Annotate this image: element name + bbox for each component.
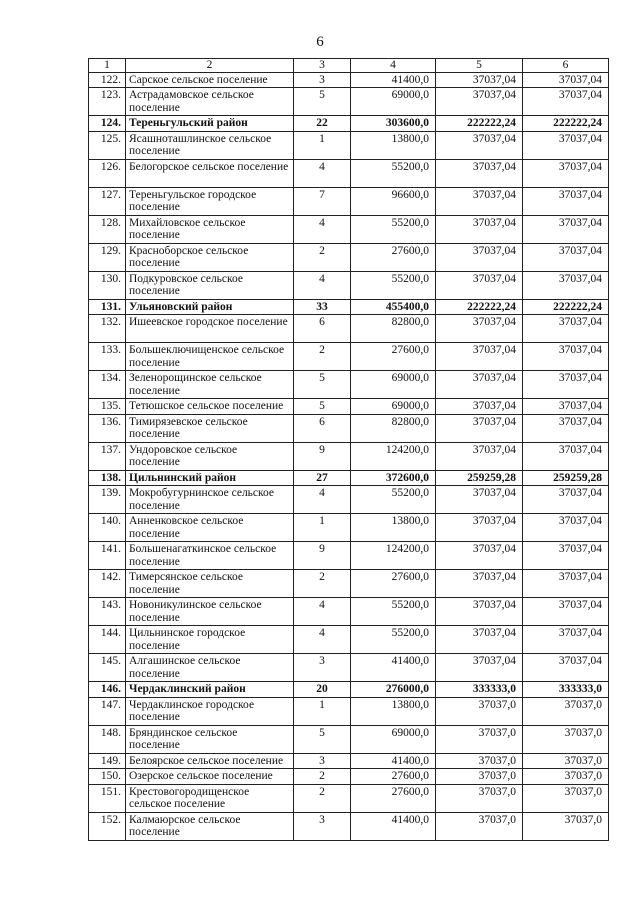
count-cell: 9 bbox=[294, 542, 351, 570]
amount-cell: 69000,0 bbox=[351, 88, 436, 116]
table-row bbox=[89, 697, 609, 725]
row-number: 126. bbox=[89, 159, 126, 187]
value-cell: 37037,0 bbox=[436, 697, 523, 725]
settlement-name: Озерское сельское поселение bbox=[126, 769, 294, 785]
row-number: 146. bbox=[89, 682, 126, 698]
value-cell: 37037,04 bbox=[436, 371, 523, 399]
value-cell: 37037,04 bbox=[436, 343, 523, 371]
settlement-name: Крестовогородищенское сельское поселение bbox=[126, 784, 294, 812]
amount-cell: 82800,0 bbox=[351, 414, 436, 442]
settlement-name: Тетюшское сельское поселение bbox=[126, 399, 294, 415]
value-cell: 259259,28 bbox=[436, 470, 523, 486]
amount-cell: 69000,0 bbox=[351, 399, 436, 415]
settlement-name: Ясашноташлинское сельское поселение bbox=[126, 131, 294, 159]
amount-cell: 41400,0 bbox=[351, 654, 436, 682]
value-cell: 37037,04 bbox=[436, 598, 523, 626]
table-row bbox=[89, 812, 609, 840]
settlement-name: Ишеевское городское поселение bbox=[126, 315, 294, 343]
settlement-name: Чердаклинское городское поселение bbox=[126, 697, 294, 725]
count-cell: 33 bbox=[294, 299, 351, 315]
row-number: 139. bbox=[89, 486, 126, 514]
district-row bbox=[89, 682, 609, 698]
header-col-6: 6 bbox=[523, 59, 609, 73]
row-number: 152. bbox=[89, 812, 126, 840]
settlement-name: Алгашинское сельское поселение bbox=[126, 654, 294, 682]
settlement-name: Тимерсянское сельское поселение bbox=[126, 570, 294, 598]
amount-cell: 303600,0 bbox=[351, 116, 436, 132]
value-cell: 37037,04 bbox=[436, 271, 523, 299]
value-cell: 37037,04 bbox=[436, 72, 523, 88]
row-number: 143. bbox=[89, 598, 126, 626]
table-row bbox=[89, 88, 609, 116]
value-cell: 37037,04 bbox=[436, 486, 523, 514]
value-cell: 37037,0 bbox=[523, 697, 609, 725]
header-col-2: 2 bbox=[126, 59, 294, 73]
header-col-4: 4 bbox=[351, 59, 436, 73]
value-cell: 37037,04 bbox=[523, 131, 609, 159]
value-cell: 37037,0 bbox=[523, 769, 609, 785]
value-cell: 37037,04 bbox=[523, 159, 609, 187]
row-number: 131. bbox=[89, 299, 126, 315]
value-cell: 333333,0 bbox=[523, 682, 609, 698]
settlement-name: Тимирязевское сельское поселение bbox=[126, 414, 294, 442]
table-row bbox=[89, 486, 609, 514]
amount-cell: 82800,0 bbox=[351, 315, 436, 343]
table-row bbox=[89, 570, 609, 598]
table-row bbox=[89, 343, 609, 371]
table-row bbox=[89, 542, 609, 570]
count-cell: 2 bbox=[294, 343, 351, 371]
value-cell: 37037,0 bbox=[523, 812, 609, 840]
table-row bbox=[89, 654, 609, 682]
value-cell: 222222,24 bbox=[523, 299, 609, 315]
table-row bbox=[89, 725, 609, 753]
value-cell: 259259,28 bbox=[523, 470, 609, 486]
amount-cell: 13800,0 bbox=[351, 697, 436, 725]
amount-cell: 27600,0 bbox=[351, 570, 436, 598]
value-cell: 37037,04 bbox=[436, 187, 523, 215]
value-cell: 37037,0 bbox=[436, 769, 523, 785]
amount-cell: 55200,0 bbox=[351, 626, 436, 654]
amount-cell: 13800,0 bbox=[351, 131, 436, 159]
row-number: 150. bbox=[89, 769, 126, 785]
settlement-name: Тереньгульский район bbox=[126, 116, 294, 132]
value-cell: 37037,04 bbox=[523, 315, 609, 343]
row-number: 128. bbox=[89, 215, 126, 243]
amount-cell: 27600,0 bbox=[351, 784, 436, 812]
count-cell: 2 bbox=[294, 784, 351, 812]
settlement-name: Подкуровское сельское поселение bbox=[126, 271, 294, 299]
count-cell: 5 bbox=[294, 371, 351, 399]
count-cell: 1 bbox=[294, 514, 351, 542]
settlement-name: Чердаклинский район bbox=[126, 682, 294, 698]
value-cell: 37037,04 bbox=[523, 626, 609, 654]
table-row bbox=[89, 159, 609, 187]
table-row bbox=[89, 243, 609, 271]
value-cell: 333333,0 bbox=[436, 682, 523, 698]
district-row bbox=[89, 470, 609, 486]
row-number: 141. bbox=[89, 542, 126, 570]
value-cell: 222222,24 bbox=[436, 116, 523, 132]
table-row bbox=[89, 187, 609, 215]
table-row bbox=[89, 753, 609, 769]
table-body bbox=[89, 72, 609, 840]
row-number: 151. bbox=[89, 784, 126, 812]
settlement-name: Анненковское сельское поселение bbox=[126, 514, 294, 542]
table-row bbox=[89, 315, 609, 343]
settlement-name: Цильнинское городское поселение bbox=[126, 626, 294, 654]
row-number: 125. bbox=[89, 131, 126, 159]
value-cell: 37037,04 bbox=[523, 598, 609, 626]
count-cell: 3 bbox=[294, 654, 351, 682]
count-cell: 20 bbox=[294, 682, 351, 698]
value-cell: 37037,04 bbox=[436, 399, 523, 415]
count-cell: 4 bbox=[294, 598, 351, 626]
value-cell: 37037,04 bbox=[436, 159, 523, 187]
count-cell: 9 bbox=[294, 442, 351, 470]
count-cell: 22 bbox=[294, 116, 351, 132]
value-cell: 37037,04 bbox=[523, 542, 609, 570]
amount-cell: 372600,0 bbox=[351, 470, 436, 486]
count-cell: 4 bbox=[294, 271, 351, 299]
count-cell: 2 bbox=[294, 570, 351, 598]
value-cell: 37037,04 bbox=[436, 315, 523, 343]
allocation-table bbox=[88, 58, 609, 841]
value-cell: 37037,04 bbox=[523, 215, 609, 243]
row-number: 122. bbox=[89, 72, 126, 88]
count-cell: 7 bbox=[294, 187, 351, 215]
value-cell: 37037,04 bbox=[436, 243, 523, 271]
table-row bbox=[89, 769, 609, 785]
row-number: 130. bbox=[89, 271, 126, 299]
header-col-5: 5 bbox=[436, 59, 523, 73]
value-cell: 37037,04 bbox=[523, 399, 609, 415]
value-cell: 37037,0 bbox=[436, 784, 523, 812]
row-number: 124. bbox=[89, 116, 126, 132]
amount-cell: 27600,0 bbox=[351, 243, 436, 271]
value-cell: 37037,04 bbox=[436, 626, 523, 654]
table-row bbox=[89, 72, 609, 88]
count-cell: 4 bbox=[294, 159, 351, 187]
value-cell: 37037,0 bbox=[523, 753, 609, 769]
value-cell: 37037,0 bbox=[523, 784, 609, 812]
value-cell: 37037,04 bbox=[436, 570, 523, 598]
value-cell: 37037,04 bbox=[436, 88, 523, 116]
amount-cell: 124200,0 bbox=[351, 542, 436, 570]
settlement-name: Калмаюрское сельское поселение bbox=[126, 812, 294, 840]
value-cell: 37037,04 bbox=[523, 371, 609, 399]
table-row bbox=[89, 414, 609, 442]
settlement-name: Белоярское сельское поселение bbox=[126, 753, 294, 769]
table-row bbox=[89, 442, 609, 470]
amount-cell: 124200,0 bbox=[351, 442, 436, 470]
value-cell: 37037,04 bbox=[523, 514, 609, 542]
table-row bbox=[89, 784, 609, 812]
settlement-name: Ульяновский район bbox=[126, 299, 294, 315]
amount-cell: 55200,0 bbox=[351, 215, 436, 243]
count-cell: 3 bbox=[294, 72, 351, 88]
table-row bbox=[89, 271, 609, 299]
value-cell: 37037,04 bbox=[436, 215, 523, 243]
settlement-name: Мокробугурнинское сельское поселение bbox=[126, 486, 294, 514]
settlement-name: Бряндинское сельское поселение bbox=[126, 725, 294, 753]
amount-cell: 55200,0 bbox=[351, 159, 436, 187]
settlement-name: Большеключищенское сельское поселение bbox=[126, 343, 294, 371]
count-cell: 5 bbox=[294, 725, 351, 753]
row-number: 140. bbox=[89, 514, 126, 542]
row-number: 148. bbox=[89, 725, 126, 753]
table-row bbox=[89, 399, 609, 415]
count-cell: 1 bbox=[294, 131, 351, 159]
table-row bbox=[89, 598, 609, 626]
row-number: 127. bbox=[89, 187, 126, 215]
row-number: 144. bbox=[89, 626, 126, 654]
table-row bbox=[89, 215, 609, 243]
table-row bbox=[89, 131, 609, 159]
row-number: 136. bbox=[89, 414, 126, 442]
header-col-1: 1 bbox=[89, 59, 126, 73]
amount-cell: 41400,0 bbox=[351, 72, 436, 88]
row-number: 149. bbox=[89, 753, 126, 769]
settlement-name: Михайловское сельское поселение bbox=[126, 215, 294, 243]
count-cell: 5 bbox=[294, 399, 351, 415]
row-number: 123. bbox=[89, 88, 126, 116]
district-row bbox=[89, 116, 609, 132]
value-cell: 222222,24 bbox=[436, 299, 523, 315]
row-number: 129. bbox=[89, 243, 126, 271]
settlement-name: Тереньгульское городское поселение bbox=[126, 187, 294, 215]
amount-cell: 55200,0 bbox=[351, 486, 436, 514]
amount-cell: 96600,0 bbox=[351, 187, 436, 215]
value-cell: 37037,04 bbox=[523, 271, 609, 299]
count-cell: 1 bbox=[294, 697, 351, 725]
value-cell: 37037,04 bbox=[523, 486, 609, 514]
value-cell: 37037,04 bbox=[523, 187, 609, 215]
count-cell: 5 bbox=[294, 88, 351, 116]
value-cell: 37037,04 bbox=[436, 514, 523, 542]
amount-cell: 55200,0 bbox=[351, 598, 436, 626]
settlement-name: Астрадамовское сельское поселение bbox=[126, 88, 294, 116]
row-number: 137. bbox=[89, 442, 126, 470]
value-cell: 37037,04 bbox=[523, 72, 609, 88]
amount-cell: 455400,0 bbox=[351, 299, 436, 315]
count-cell: 4 bbox=[294, 486, 351, 514]
amount-cell: 41400,0 bbox=[351, 753, 436, 769]
amount-cell: 27600,0 bbox=[351, 343, 436, 371]
count-cell: 6 bbox=[294, 315, 351, 343]
value-cell: 37037,04 bbox=[523, 654, 609, 682]
value-cell: 37037,04 bbox=[523, 570, 609, 598]
amount-cell: 41400,0 bbox=[351, 812, 436, 840]
row-number: 134. bbox=[89, 371, 126, 399]
settlement-name: Большенагаткинское сельское поселение bbox=[126, 542, 294, 570]
amount-cell: 27600,0 bbox=[351, 769, 436, 785]
count-cell: 4 bbox=[294, 215, 351, 243]
value-cell: 37037,04 bbox=[523, 88, 609, 116]
row-number: 142. bbox=[89, 570, 126, 598]
count-cell: 4 bbox=[294, 626, 351, 654]
column-number-header bbox=[89, 59, 609, 73]
row-number: 132. bbox=[89, 315, 126, 343]
row-number: 145. bbox=[89, 654, 126, 682]
value-cell: 37037,04 bbox=[436, 414, 523, 442]
value-cell: 222222,24 bbox=[523, 116, 609, 132]
value-cell: 37037,0 bbox=[436, 753, 523, 769]
value-cell: 37037,0 bbox=[436, 812, 523, 840]
row-number: 147. bbox=[89, 697, 126, 725]
value-cell: 37037,04 bbox=[523, 414, 609, 442]
table-row bbox=[89, 626, 609, 654]
settlement-name: Зеленорощинское сельское поселение bbox=[126, 371, 294, 399]
settlement-name: Белогорское сельское поселение bbox=[126, 159, 294, 187]
row-number: 138. bbox=[89, 470, 126, 486]
amount-cell: 55200,0 bbox=[351, 271, 436, 299]
settlement-name: Сарское сельское поселение bbox=[126, 72, 294, 88]
value-cell: 37037,04 bbox=[523, 243, 609, 271]
amount-cell: 69000,0 bbox=[351, 725, 436, 753]
value-cell: 37037,0 bbox=[523, 725, 609, 753]
settlement-name: Новоникулинское сельское поселение bbox=[126, 598, 294, 626]
row-number: 133. bbox=[89, 343, 126, 371]
value-cell: 37037,04 bbox=[436, 442, 523, 470]
value-cell: 37037,04 bbox=[436, 654, 523, 682]
settlement-name: Ундоровское сельское поселение bbox=[126, 442, 294, 470]
settlement-name: Цильнинский район bbox=[126, 470, 294, 486]
value-cell: 37037,04 bbox=[436, 542, 523, 570]
row-number: 135. bbox=[89, 399, 126, 415]
amount-cell: 276000,0 bbox=[351, 682, 436, 698]
amount-cell: 69000,0 bbox=[351, 371, 436, 399]
value-cell: 37037,04 bbox=[523, 442, 609, 470]
page-number: 6 bbox=[316, 34, 324, 50]
count-cell: 27 bbox=[294, 470, 351, 486]
district-row bbox=[89, 299, 609, 315]
settlement-name: Красноборское сельское поселение bbox=[126, 243, 294, 271]
count-cell: 6 bbox=[294, 414, 351, 442]
count-cell: 3 bbox=[294, 812, 351, 840]
value-cell: 37037,04 bbox=[436, 131, 523, 159]
count-cell: 2 bbox=[294, 243, 351, 271]
count-cell: 2 bbox=[294, 769, 351, 785]
count-cell: 3 bbox=[294, 753, 351, 769]
table-row bbox=[89, 514, 609, 542]
table-row bbox=[89, 371, 609, 399]
amount-cell: 13800,0 bbox=[351, 514, 436, 542]
value-cell: 37037,0 bbox=[436, 725, 523, 753]
header-col-3: 3 bbox=[294, 59, 351, 73]
value-cell: 37037,04 bbox=[523, 343, 609, 371]
